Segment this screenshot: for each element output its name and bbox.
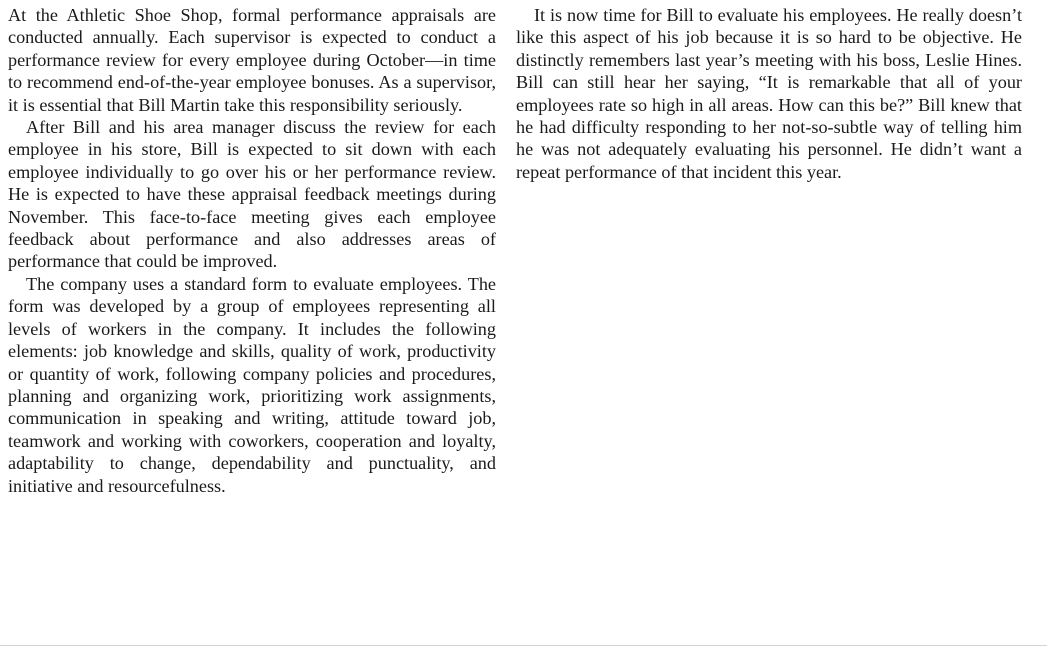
paragraph-appraisal-intro: At the Athletic Shoe Shop, formal performance appraisals are conducted annually. Each supervisor is expected to conduct a performance review for every employee during October—in time to recommend end-of-the-year employee bonuses. As a supervisor, it is essential that Bill Martin take this responsibility seriously. (8, 5, 496, 115)
paragraph-standard-form: The company uses a standard form to evaluate employees. The form was developed by a group of employees representing all levels of workers in the company. It includes the following elements: job knowledge and skills, quality of work, productivity or quantity of work, following company policies and procedures, planning and organizing work, prioritizing work assignments, communication in speaking and writing, attitude toward job, teamwork and working with coworkers, cooperation and loyalty, adaptability to change, dependability and punctuality, and initiative and resourcefulness. (8, 273, 496, 496)
bottom-divider (0, 645, 1047, 646)
right-column (516, 4, 1022, 183)
paragraph-evaluation-time: It is now time for Bill to evaluate his employees. He really doesn’t like this aspect of his job because it is so hard to be objective. He distinctly remembers last year’s meeting with his boss, Leslie Hines. Bill can still hear her saying, “It is remarkable that all of your employees rate so high in all areas. How can this be?” Bill knew that he had difficulty responding to her not-so-subtle way of telling him he was not adequately evaluating his personnel. He didn’t want a repeat performance of that incident this year. (516, 5, 1022, 182)
left-column (8, 4, 496, 497)
paragraph-feedback-meetings: After Bill and his area manager discuss the review for each employee in his store, Bill is expected to sit down with each employee individually to go over his or her performance review. He is expected to have these appraisal feedback meetings during November. This face-to-face meeting gives each employee feedback about performance and also addresses areas of performance that could be improved. (8, 117, 496, 272)
